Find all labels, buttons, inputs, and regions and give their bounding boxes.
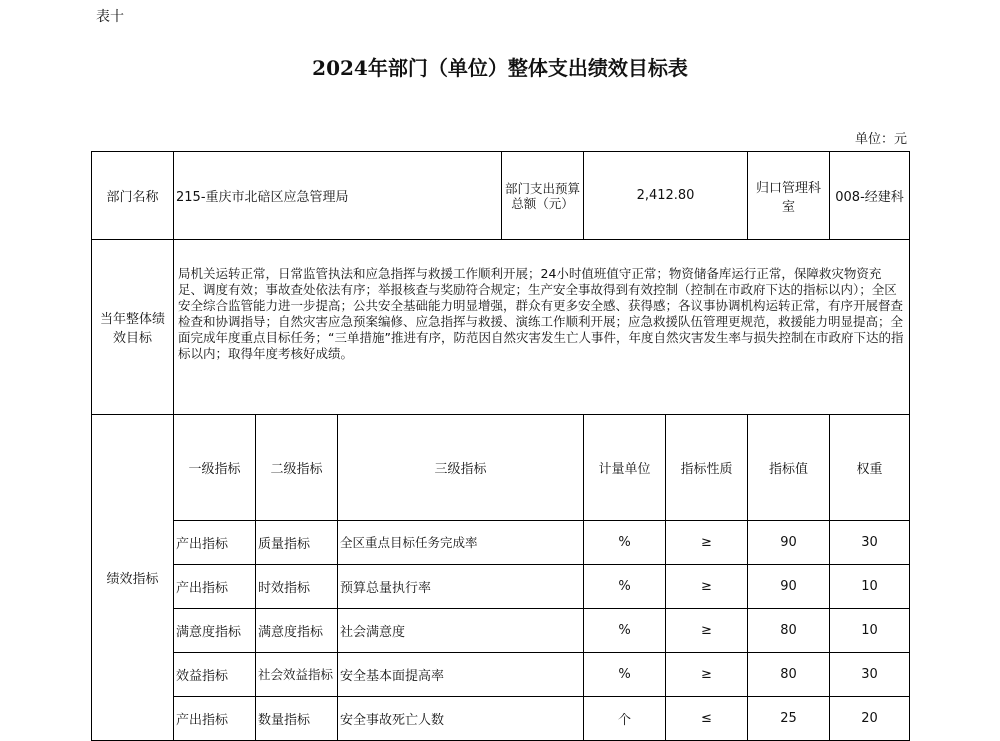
performance-target-table bbox=[91, 151, 910, 741]
table-number-tag: 表十 bbox=[96, 9, 124, 25]
level2-cell: 质量指标 bbox=[256, 521, 338, 565]
table-row bbox=[92, 609, 910, 653]
header-cell: 指标性质 bbox=[666, 415, 748, 521]
office-value: 008-经建科 bbox=[830, 152, 910, 240]
budget-label: 部门支出预算总额（元） bbox=[502, 152, 584, 240]
header-cell: 权重 bbox=[830, 415, 910, 521]
unit-cell: % bbox=[584, 521, 666, 565]
table-row bbox=[92, 521, 910, 565]
value-cell: 90 bbox=[748, 521, 830, 565]
level3-cell: 预算总量执行率 bbox=[338, 565, 584, 609]
header-cell: 计量单位 bbox=[584, 415, 666, 521]
level2-cell: 满意度指标 bbox=[256, 609, 338, 653]
table-row bbox=[92, 697, 910, 741]
perf-header-row bbox=[92, 415, 910, 521]
value-cell: 90 bbox=[748, 565, 830, 609]
level1-cell: 产出指标 bbox=[174, 565, 256, 609]
level2-cell: 社会效益指标 bbox=[256, 653, 338, 697]
weight-cell: 30 bbox=[830, 521, 910, 565]
level3-cell: 全区重点目标任务完成率 bbox=[338, 521, 584, 565]
unit-cell: 个 bbox=[584, 697, 666, 741]
header-cell: 二级指标 bbox=[256, 415, 338, 521]
summary-text: 局机关运转正常，日常监管执法和应急指挥与救援工作顺利开展；24小时值班值守正常；物资储备库运行正常，保障救灾物资充足、调度有效；事故查处依法有序；举报核查与奖励符合规定；生产安全事故得到有效控制（控制在市政府下达的指标以内）；全区安全综合监管能力进一步提高；公共安全基础能力明显增强，群众有更多安全感、获得感；各议事协调机构运转正常，有序开展督查检查和协调指导；自然灾害应急预案编修、应急指挥与救援、演练工作顺利开展；应急救援队伍管理更规范，救援能力明显提高；全面完成年度重点目标任务；“三单措施”推进有序，防范因自然灾害发生亡人事件，年度自然灾害发生率与损失控制在市政府下达的指标以内；取得年度考核好成绩。 bbox=[178, 266, 904, 361]
summary-text-cell bbox=[174, 240, 910, 415]
level2-cell: 数量指标 bbox=[256, 697, 338, 741]
summary-row bbox=[92, 240, 910, 415]
unit-label: 单位：元 bbox=[854, 132, 907, 147]
level1-cell: 效益指标 bbox=[174, 653, 256, 697]
page-title: 2024年部门（单位）整体支出绩效目标表 bbox=[312, 56, 688, 80]
level3-cell: 安全基本面提高率 bbox=[338, 653, 584, 697]
weight-cell: 30 bbox=[830, 653, 910, 697]
level3-cell: 社会满意度 bbox=[338, 609, 584, 653]
value-cell: 80 bbox=[748, 653, 830, 697]
dept-row bbox=[92, 152, 910, 240]
level1-cell: 满意度指标 bbox=[174, 609, 256, 653]
table-row bbox=[92, 653, 910, 697]
value-cell: 25 bbox=[748, 697, 830, 741]
level3-cell: 安全事故死亡人数 bbox=[338, 697, 584, 741]
table-row bbox=[92, 565, 910, 609]
weight-cell: 10 bbox=[830, 609, 910, 653]
unit-cell: % bbox=[584, 653, 666, 697]
nature-cell: ≥ bbox=[666, 565, 748, 609]
nature-cell: ≥ bbox=[666, 653, 748, 697]
level1-cell: 产出指标 bbox=[174, 521, 256, 565]
perf-label: 绩效指标 bbox=[92, 415, 174, 741]
level1-cell: 产出指标 bbox=[174, 697, 256, 741]
nature-cell: ≥ bbox=[666, 521, 748, 565]
weight-cell: 20 bbox=[830, 697, 910, 741]
dept-name-value: 215-重庆市北碚区应急管理局 bbox=[174, 152, 502, 240]
office-label: 归口管理科室 bbox=[748, 152, 830, 240]
summary-label: 当年整体绩效目标 bbox=[92, 240, 174, 415]
header-cell: 指标值 bbox=[748, 415, 830, 521]
dept-name-label: 部门名称 bbox=[92, 152, 174, 240]
unit-cell: % bbox=[584, 565, 666, 609]
header-cell: 三级指标 bbox=[338, 415, 584, 521]
nature-cell: ≤ bbox=[666, 697, 748, 741]
unit-cell: % bbox=[584, 609, 666, 653]
level2-cell: 时效指标 bbox=[256, 565, 338, 609]
weight-cell: 10 bbox=[830, 565, 910, 609]
header-cell: 一级指标 bbox=[174, 415, 256, 521]
budget-value: 2,412.80 bbox=[584, 152, 748, 240]
value-cell: 80 bbox=[748, 609, 830, 653]
nature-cell: ≥ bbox=[666, 609, 748, 653]
